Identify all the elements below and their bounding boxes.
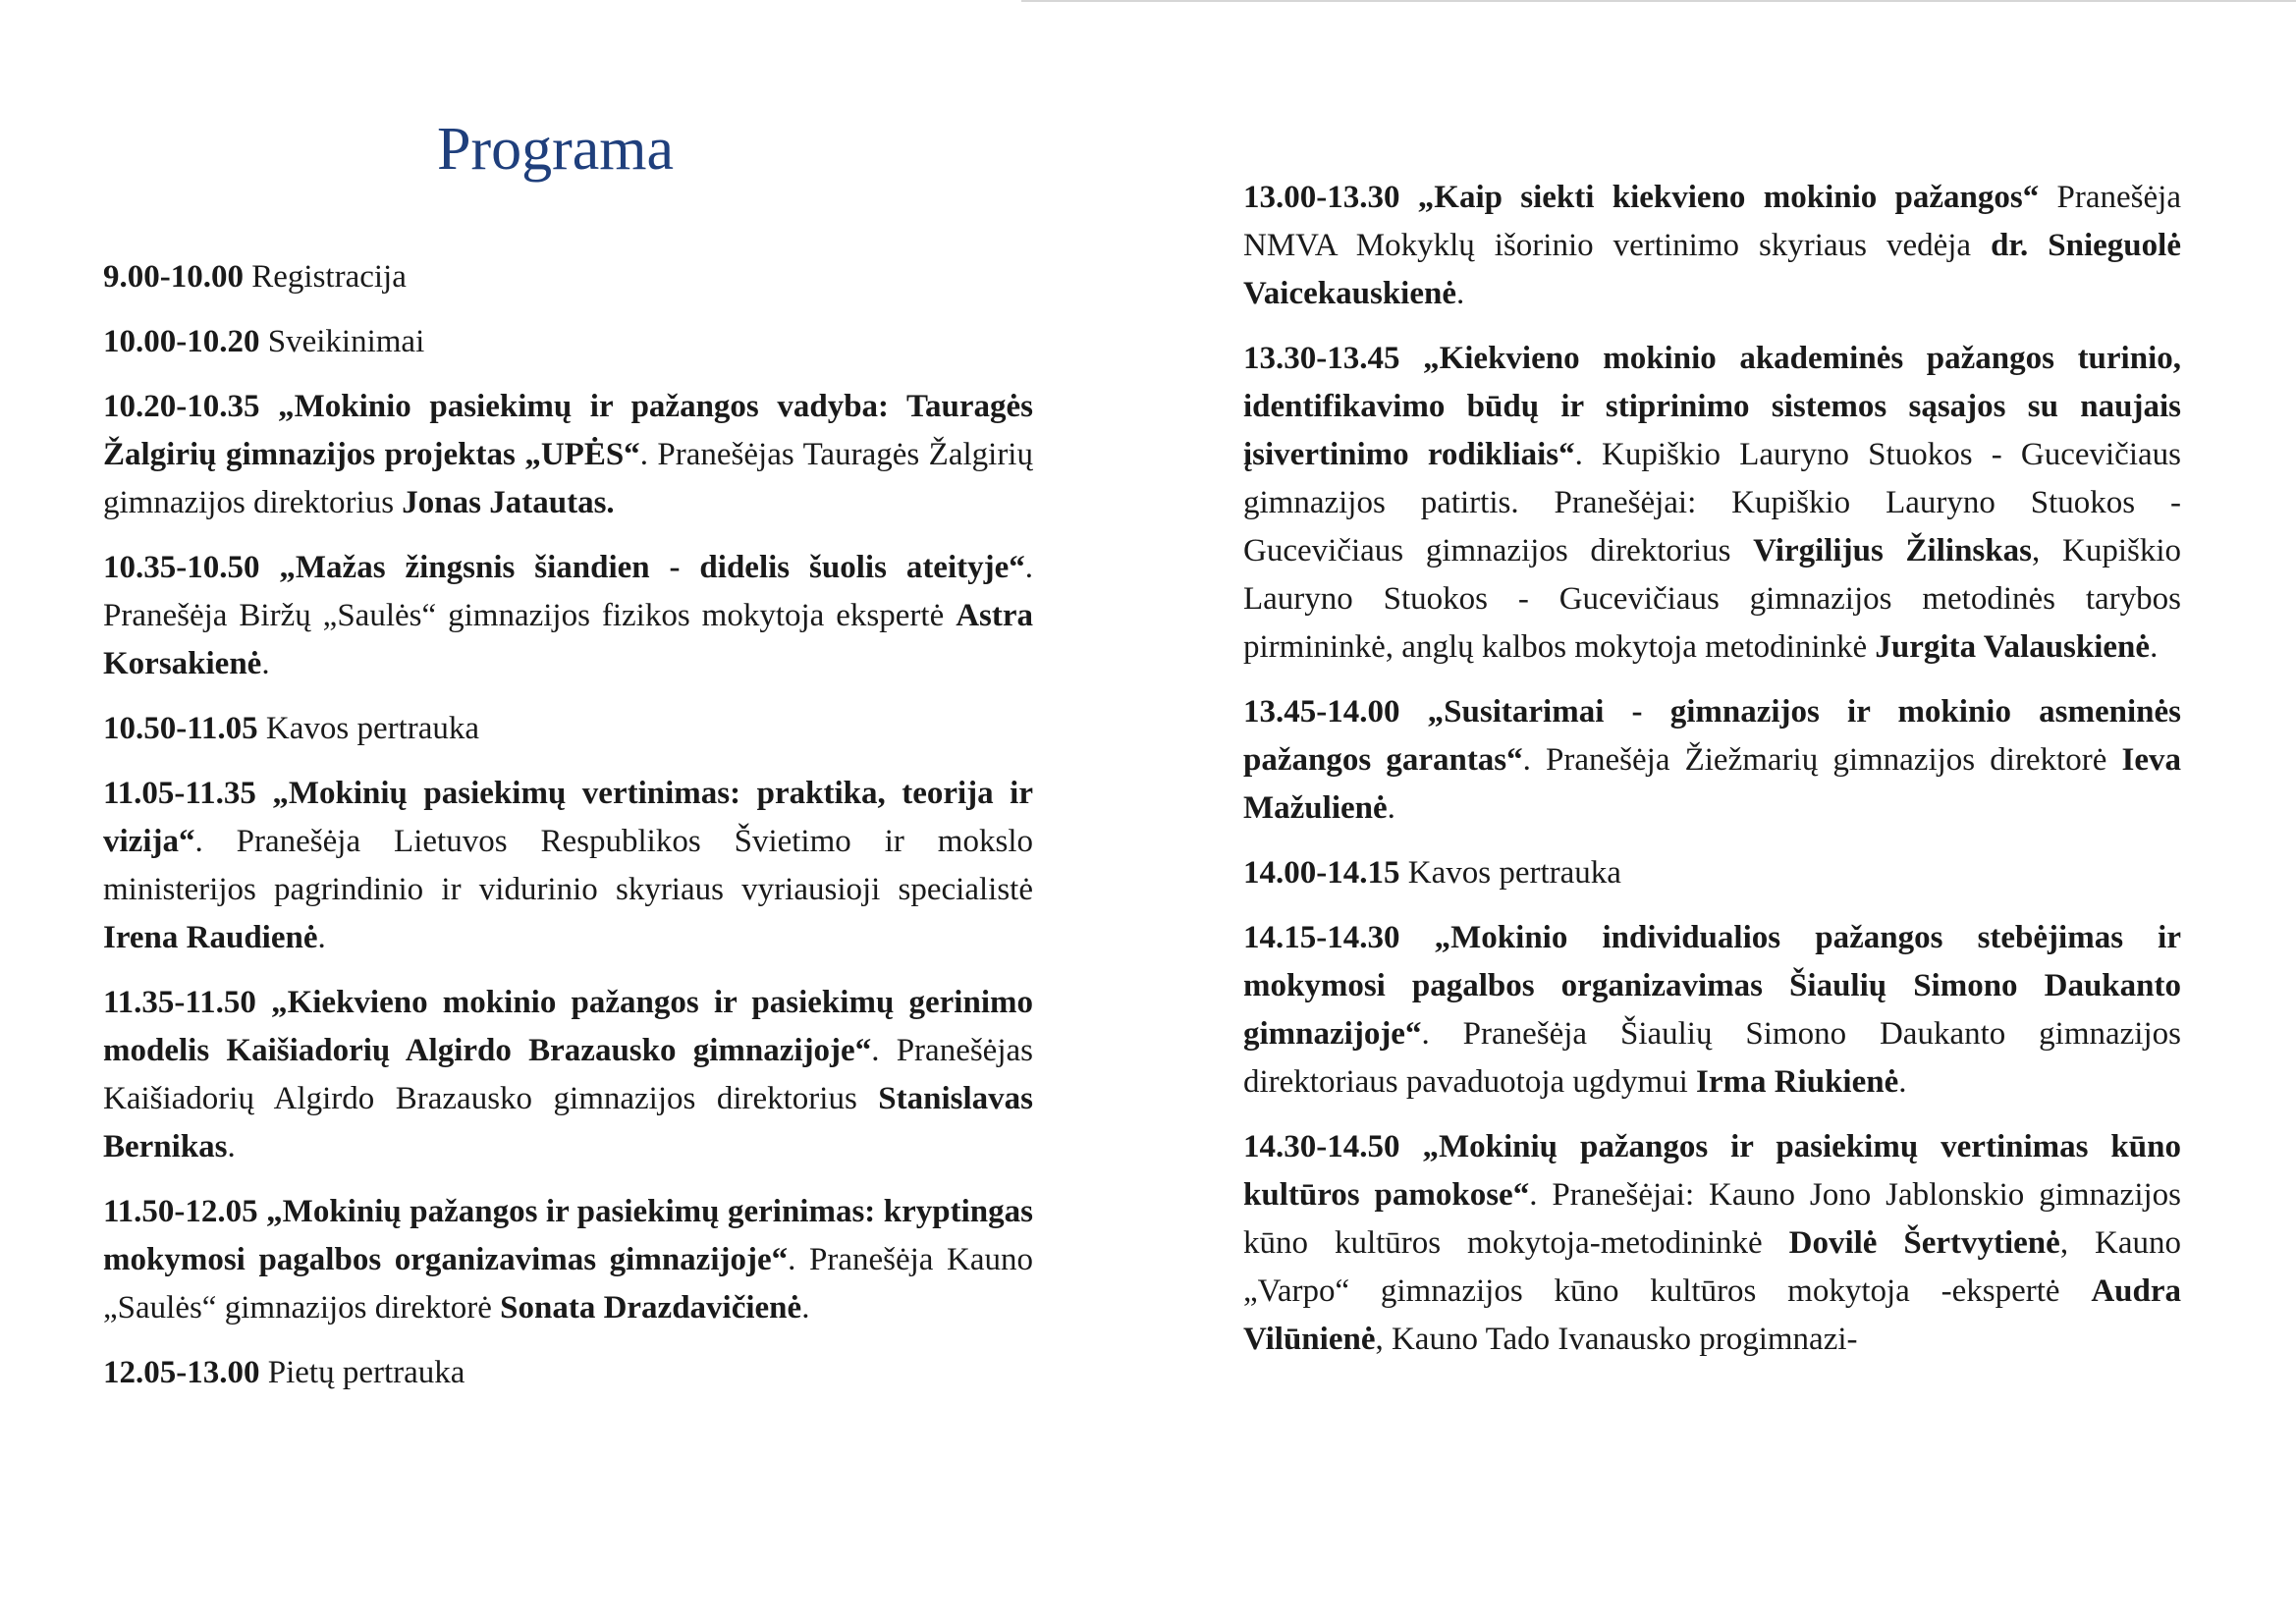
entry-time: 13.30-13.45: [1243, 341, 1400, 376]
program-entry: [103, 318, 1033, 366]
entry-speaker: Virgilijus Žilinskas: [1753, 533, 2032, 568]
entry-topic: „Mokinio individualios pažangos stebėjimas ir mokymosi pagalbos organizavimas Šiaulių Simono Daukanto gimnazijoje“: [1243, 920, 2181, 1052]
entry-text: Kavos pertrauka: [257, 711, 480, 746]
program-entry: [103, 544, 1033, 688]
entry-time: 10.50-11.05: [103, 711, 258, 746]
entry-tail: .: [1898, 1064, 1907, 1100]
program-entry: [1243, 174, 2181, 318]
entry-text: , Kauno „Varpo“ gimnazijos kūno kultūros mokytoja -ekspertė: [1243, 1225, 2181, 1309]
entry-tail: .: [801, 1290, 810, 1325]
entry-speaker: Ieva Mažulienė: [1243, 742, 2181, 826]
page-title: Programa: [437, 116, 675, 183]
entry-tail: , Kauno Tado Ivanausko progimnazi-: [1375, 1322, 1858, 1357]
program-entry: [1243, 335, 2181, 672]
entry-text: . Pranešėja Biržų „Saulės“ gimnazijos fizikos mokytoja ekspertė: [103, 550, 1033, 633]
entry-text: . Pranešėja Kauno „Saulės“ gimnazijos direktorė: [103, 1242, 1034, 1325]
entry-text: Registracija: [244, 259, 407, 295]
entry-text: . Pranešėja Šiaulių Simono Daukanto gimnazijos direktoriaus pavaduotoja ugdymui: [1243, 1016, 2181, 1100]
entry-text: , Kupiškio Lauryno Stuokos - Gucevičiaus gimnazijos metodinės tarybos pirmininkė, anglų kalbos mokytoja metodininkė: [1243, 533, 2181, 665]
entry-speaker: Dovilė Šertvytienė: [1788, 1225, 2060, 1261]
entry-tail: .: [227, 1129, 236, 1164]
entry-text: Pietų pertrauka: [259, 1355, 465, 1390]
entry-time: 14.15-14.30: [1243, 920, 1400, 955]
entry-text: . Kupiškio Lauryno Stuokos - Gucevičiaus gimnazijos patirtis. Pranešėjai: Kupiškio Lauryno Stuokos - Gucevičiaus gimnazijos direktorius: [1243, 437, 2181, 568]
entry-time: 10.00-10.20: [103, 324, 260, 359]
entry-text: Sveikinimai: [259, 324, 425, 359]
entry-time: 11.50-12.05: [103, 1194, 258, 1229]
program-entry: [1243, 914, 2181, 1107]
entry-topic: „Mokinių pasiekimų vertinimas: praktika, teorija ir vizija“: [103, 776, 1033, 859]
entry-speaker: Astra Korsakienė: [103, 598, 1033, 681]
program-entry: [1243, 849, 2181, 897]
program-right-column: [1243, 174, 2181, 1380]
entry-time: 10.35-10.50: [103, 550, 260, 585]
entry-topic: „Mokinių pažangos ir pasiekimų gerinimas: kryptingas mokymosi pagalbos organizavimas gimnazijoje“: [103, 1194, 1033, 1277]
program-entry: [103, 253, 1033, 301]
entry-time: 9.00-10.00: [103, 259, 244, 295]
program-entry: [103, 1188, 1033, 1332]
entry-speaker: Irena Raudienė: [103, 920, 318, 955]
program-entry: [103, 705, 1033, 753]
entry-topic: „Kaip siekti kiekvieno mokinio pažangos“: [1399, 180, 2040, 215]
program-entry: [103, 1349, 1033, 1397]
entry-topic: „Kiekvieno mokinio pažangos ir pasiekimų gerinimo modelis Kaišiadorių Algirdo Brazausko gimnazijoje“: [103, 985, 1033, 1068]
program-entry: [103, 383, 1033, 527]
entry-text: Pranešėja NMVA Mokyklų išorinio vertinimo skyriaus vedėja: [1243, 180, 2181, 263]
entry-time: 11.05-11.35: [103, 776, 256, 811]
program-entry: [1243, 1123, 2181, 1364]
entry-text: . Pranešėjas Kaišiadorių Algirdo Brazausko gimnazijos direktorius: [103, 1033, 1033, 1116]
entry-speaker: Irma Riukienė: [1696, 1064, 1899, 1100]
entry-time: 12.05-13.00: [103, 1355, 260, 1390]
entry-time: 13.45-14.00: [1243, 694, 1400, 730]
entry-tail: .: [261, 646, 270, 681]
entry-tail: .: [1387, 790, 1395, 826]
entry-text: . Pranešėjas Tauragės Žalgirių gimnazijos direktorius: [103, 437, 1033, 520]
entry-time: 13.00-13.30: [1243, 180, 1400, 215]
program-entry: [103, 770, 1033, 962]
entry-text: . Pranešėja Lietuvos Respublikos Švietimo ir mokslo ministerijos pagrindinio ir vidurinio skyriaus vyriausioji specialistė: [103, 824, 1033, 907]
entry-topic: „Mokinio pasiekimų ir pažangos vadyba: Tauragės Žalgirių gimnazijos projektas „UPĖS“: [103, 389, 1033, 472]
entry-speaker: Sonata Drazdavičienė: [500, 1290, 802, 1325]
entry-time: 14.00-14.15: [1243, 855, 1400, 891]
entry-text: Kavos pertrauka: [1399, 855, 1621, 891]
entry-time: 11.35-11.50: [103, 985, 256, 1020]
entry-text: . Pranešėja Žiežmarių gimnazijos direktorė: [1522, 742, 2122, 778]
entry-speaker: Audra Vilūnienė: [1243, 1273, 2181, 1357]
program-entry: [103, 979, 1033, 1171]
top-edge-line: [1021, 0, 2296, 2]
program-entry: [1243, 688, 2181, 833]
entry-tail: .: [1455, 276, 1465, 311]
entry-speaker: Jurgita Valauskienė: [1875, 629, 2151, 665]
entry-topic: „Mokinių pažangos ir pasiekimų vertinimas kūno kultūros pamokose“: [1243, 1129, 2181, 1213]
entry-topic: „Kiekvieno mokinio akademinės pažangos turinio, identifikavimo būdų ir stiprinimo sistemos sąsajos su naujais įsivertinimo rodikliais“: [1243, 341, 2181, 472]
entry-tail: .: [2150, 629, 2159, 665]
entry-topic: „Susitarimai - gimnazijos ir mokinio asmeninės pažangos garantas“: [1243, 694, 2181, 778]
entry-topic: „Mažas žingsnis šiandien - didelis šuolis ateityje“: [259, 550, 1025, 585]
entry-speaker: Stanislavas Bernikas: [103, 1081, 1033, 1164]
entry-time: 14.30-14.50: [1243, 1129, 1400, 1164]
entry-speaker: dr. Snieguolė Vaicekauskienė: [1243, 228, 2181, 311]
entry-text: . Pranešėjai: Kauno Jono Jablonskio gimnazijos kūno kultūros mokytoja-metodininkė: [1243, 1177, 2182, 1261]
program-left-column: [103, 253, 1033, 1414]
entry-tail: .: [317, 920, 326, 955]
entry-time: 10.20-10.35: [103, 389, 260, 424]
entry-speaker: Jonas Jatautas.: [402, 485, 615, 520]
